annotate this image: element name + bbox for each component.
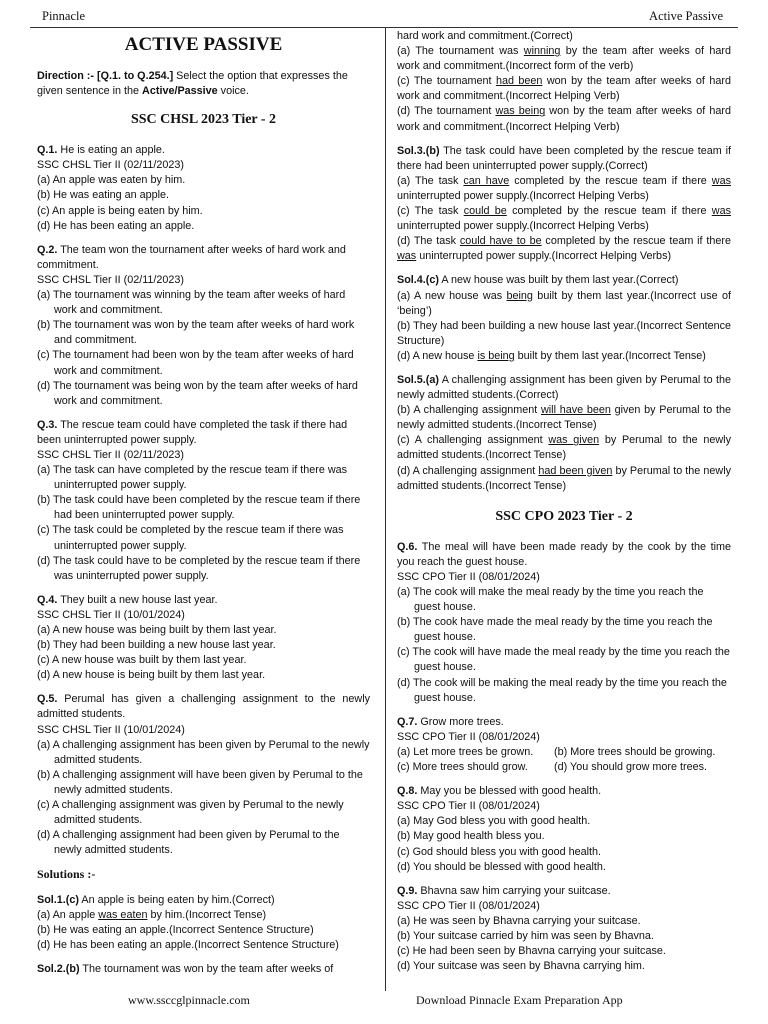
option-row xyxy=(397,745,731,760)
sol-part: by him.(Incorrect Tense) xyxy=(147,908,267,921)
option-a: (a) A challenging assignment has been given by Perumal to the newly admitted students. xyxy=(37,738,370,766)
question-6 xyxy=(397,540,731,706)
sol-part: uninterrupted power supply.(Incorrect Helping Verbs) xyxy=(397,189,649,202)
option-c: (c) More trees should grow. xyxy=(397,761,528,774)
left-column xyxy=(37,30,370,986)
option-b: (b) He was eating an apple. xyxy=(37,189,170,202)
question-number: Q.5. xyxy=(37,693,58,706)
option-a: (a) The cook will make the meal ready by the time you reach the guest house. xyxy=(397,586,704,614)
solution-2-start xyxy=(37,962,370,977)
question-8 xyxy=(397,784,731,875)
question-number: Q.3. xyxy=(37,418,58,431)
option-c: (c) The task could be completed by the rescue team if there was uninterrupted power supply. xyxy=(37,524,344,552)
sol-part: (d) The tournament xyxy=(397,105,496,118)
question-number: Q.6. xyxy=(397,540,418,553)
option-c: (c) An apple is being eaten by him. xyxy=(37,204,203,217)
solution-5 xyxy=(397,373,731,494)
section-heading-chsl: SSC CHSL 2023 Tier - 2 xyxy=(130,112,277,128)
footer-website-link[interactable]: www.ssccglpinnacle.com xyxy=(128,993,250,1007)
sol-underlined: was xyxy=(397,250,417,263)
question-4 xyxy=(37,593,370,684)
question-source: SSC CHSL Tier II (02/11/2023) xyxy=(37,448,185,461)
solution-text: A new house was built by them last year.(Correct) xyxy=(439,274,679,287)
question-text: The meal will have been made ready by the cook by the time you reach the guest house. xyxy=(397,540,731,568)
sol-option-b: (b) He was eating an apple.(Incorrect Sentence Structure) xyxy=(37,923,314,936)
option-d: (d) Your suitcase was seen by Bhavna carrying him. xyxy=(397,960,645,973)
solution-number: Sol.5.(a) xyxy=(397,373,439,386)
column-divider xyxy=(385,27,386,991)
question-source: SSC CHSL Tier II (10/01/2024) xyxy=(37,608,185,621)
option-d: (d) You should be blessed with good health. xyxy=(397,860,606,873)
question-text: They built a new house last year. xyxy=(57,593,218,606)
sol-part: by the team after weeks of hard work and commitment.(Incorrect form of the verb) xyxy=(397,45,731,73)
option-b: (b) The tournament was won by the team after weeks of hard work and commitment. xyxy=(37,319,355,347)
option-c: (c) A new house was built by them last year. xyxy=(37,654,247,667)
direction-label: Direction :- [Q.1. to Q.254.] xyxy=(37,70,174,82)
question-7 xyxy=(397,715,731,775)
question-source: SSC CPO Tier II (08/01/2024) xyxy=(397,800,540,813)
sol-part: (a) A new house was xyxy=(397,289,507,302)
sol-underlined: was being xyxy=(495,105,546,118)
sol-part: by Perumal to the newly admitted students.(Incorrect Tense) xyxy=(397,464,731,492)
sol-part: (d) The task xyxy=(397,235,460,248)
page-header xyxy=(0,0,768,30)
sol-underlined: being xyxy=(506,289,533,302)
sol-option-b: (b) They had been building a new house last year.(Incorrect Sentence Structure) xyxy=(397,319,731,347)
sol-part: (b) A challenging assignment xyxy=(397,404,541,417)
sol-underlined: could be xyxy=(463,205,507,218)
option-c: (c) God should bless you with good health. xyxy=(397,845,602,858)
sol-part: won by the team after weeks of hard work and commitment.(Incorrect Helping Verb) xyxy=(397,75,731,103)
sol-part: built by them last year.(Incorrect Tense) xyxy=(514,349,706,362)
sol-part: given by Perumal to the newly admitted students.(Incorrect Tense) xyxy=(397,404,731,432)
footer-app-promo: Download Pinnacle Exam Preparation App xyxy=(416,993,623,1007)
question-text: He is eating an apple. xyxy=(57,144,165,157)
question-5 xyxy=(37,692,370,858)
sol-part: (a) An apple xyxy=(37,908,99,921)
sol-underlined: had been given xyxy=(538,464,613,477)
option-c: (c) He had been seen by Bhavna carrying your suitcase. xyxy=(397,945,666,958)
sol-option-d: (d) He has been eating an apple.(Incorrect Sentence Structure) xyxy=(37,938,339,951)
solution-text: A challenging assignment has been given by Perumal to the newly admitted students.(Correct) xyxy=(397,373,731,402)
option-b: (b) A challenging assignment will have been given by Perumal to the newly admitted students. xyxy=(37,768,363,796)
sol-part: built by them last year.(Incorrect use of ‘being’) xyxy=(397,289,731,317)
sol-underlined: was eaten xyxy=(98,908,148,921)
option-a: (a) Let more trees be grown. xyxy=(397,745,534,758)
question-number: Q.8. xyxy=(397,785,418,798)
sol-part: completed by the rescue team if there xyxy=(541,235,731,248)
sol-underlined: was xyxy=(711,174,731,187)
sol-part: completed by the rescue team if there xyxy=(506,205,712,218)
header-divider xyxy=(30,27,738,28)
question-text: Perumal has given a challenging assignment to the newly admitted students. xyxy=(37,693,370,721)
sol-underlined: was given xyxy=(548,434,600,447)
question-text: Grow more trees. xyxy=(417,715,504,728)
solution-4 xyxy=(397,273,731,364)
option-b: (b) May good health bless you. xyxy=(397,830,545,843)
option-a: (a) The task can have completed by the rescue team if there was uninterrupted power supply. xyxy=(37,464,348,492)
option-b: (b) They had been building a new house last year. xyxy=(37,639,276,652)
question-1 xyxy=(37,143,370,234)
option-a: (a) A new house was being built by them last year. xyxy=(37,624,277,636)
sol-part: (c) The tournament xyxy=(397,75,496,88)
option-d: (d) A challenging assignment had been given by Perumal to the newly admitted students. xyxy=(37,829,340,857)
sol-underlined: was xyxy=(711,205,731,218)
sol-part: completed by the rescue team if there xyxy=(509,174,712,187)
solution-text: An apple is being eaten by him.(Correct) xyxy=(79,893,275,906)
question-source: SSC CHSL Tier II (02/11/2023) xyxy=(37,159,185,172)
option-c: (c) A challenging assignment was given by Perumal to the newly admitted students. xyxy=(37,799,344,827)
question-9 xyxy=(397,884,731,975)
solution-text: The tournament was won by the team after weeks of xyxy=(79,962,334,975)
option-row xyxy=(397,760,731,775)
sol-part: won by the team after weeks of hard work and commitment.(Incorrect Helping Verb) xyxy=(397,105,731,133)
solution-3 xyxy=(397,144,731,265)
sol-part: (a) The task xyxy=(397,174,464,187)
question-text: Bhavna saw him carrying your suitcase. xyxy=(417,884,611,897)
question-3 xyxy=(37,418,370,584)
right-column xyxy=(397,29,731,983)
direction-text xyxy=(37,69,370,99)
question-source: SSC CHSL Tier II (10/01/2024) xyxy=(37,723,185,736)
sol-part: uninterrupted power supply.(Incorrect Helping Verbs) xyxy=(416,250,672,263)
solution-text-cont: hard work and commitment.(Correct) xyxy=(397,30,573,42)
question-source: SSC CPO Tier II (08/01/2024) xyxy=(397,570,540,583)
question-number: Q.9. xyxy=(397,884,418,897)
sol-part: (c) The task xyxy=(397,205,464,218)
direction-bold: Active/Passive xyxy=(142,85,218,98)
sol-underlined: had been xyxy=(495,75,543,88)
sol-underlined: can have xyxy=(463,174,510,187)
question-text: May you be blessed with good health. xyxy=(417,785,602,798)
option-b: (b) More trees should be growing. xyxy=(554,745,716,758)
solution-text: The task could have been completed by the rescue team if there had been uninterrupted power supply.(Correct) xyxy=(397,144,731,172)
option-c: (c) The tournament had been won by the team after weeks of hard work and commitment. xyxy=(37,349,354,377)
question-text: The team won the tournament after weeks of hard work and commitment. xyxy=(37,243,346,271)
option-d: (d) The tournament was being won by the team after weeks of hard work and commitment. xyxy=(37,379,358,407)
header-brand: Pinnacle xyxy=(42,9,86,23)
option-b: (b) Your suitcase carried by him was seen by Bhavna. xyxy=(397,929,654,942)
sol-underlined: will have been xyxy=(540,404,611,417)
question-number: Q.7. xyxy=(397,715,418,728)
section-heading-cpo: SSC CPO 2023 Tier - 2 xyxy=(495,508,633,524)
direction-body: Select the option that expresses the given sentence in the xyxy=(37,70,348,98)
option-b: (b) The cook have made the meal ready by the time you reach the guest house. xyxy=(397,616,713,644)
direction-tail: voice. xyxy=(217,85,249,98)
solution-number: Sol.4.(c) xyxy=(397,274,439,287)
solution-number: Sol.2.(b) xyxy=(37,962,80,975)
option-a: (a) May God bless you with good health. xyxy=(397,815,591,828)
question-source: SSC CHSL Tier II (02/11/2023) xyxy=(37,273,185,286)
option-d: (d) He has been eating an apple. xyxy=(37,219,195,232)
option-a: (a) An apple was eaten by him. xyxy=(37,174,186,187)
question-number: Q.4. xyxy=(37,593,58,606)
option-d: (d) You should grow more trees. xyxy=(554,761,708,774)
page-title: ACTIVE PASSIVE xyxy=(124,34,283,55)
sol-underlined: winning xyxy=(523,45,561,58)
question-number: Q.1. xyxy=(37,144,58,157)
solution-2-cont xyxy=(397,29,731,135)
option-a: (a) He was seen by Bhavna carrying your suitcase. xyxy=(397,914,641,927)
option-b: (b) The task could have been completed by the rescue team if there had been uninterrupted power supply. xyxy=(37,494,361,522)
solutions-heading: Solutions :- xyxy=(37,867,96,882)
sol-part: (d) A new house xyxy=(397,349,478,362)
option-c: (c) The cook will have made the meal ready by the time you reach the guest house. xyxy=(397,646,730,674)
solution-number: Sol.3.(b) xyxy=(397,144,440,157)
option-d: (d) The cook will be making the meal ready by the time you reach the guest house. xyxy=(397,676,727,704)
solution-number: Sol.1.(c) xyxy=(37,893,79,906)
question-source: SSC CPO Tier II (08/01/2024) xyxy=(397,730,540,743)
sol-part: (d) A challenging assignment xyxy=(397,464,539,477)
solution-1 xyxy=(37,893,370,953)
sol-part: (a) The tournament was xyxy=(397,45,524,58)
sol-part: uninterrupted power supply.(Incorrect Helping Verbs) xyxy=(397,220,649,233)
option-d: (d) The task could have to be completed by the rescue team if there was uninterrupted power supply. xyxy=(37,554,361,582)
header-topic: Active Passive xyxy=(649,9,723,23)
question-number: Q.2. xyxy=(37,243,58,256)
question-2 xyxy=(37,243,370,409)
question-source: SSC CPO Tier II (08/01/2024) xyxy=(397,899,540,912)
sol-underlined: could have to be xyxy=(459,235,542,248)
sol-part: (c) A challenging assignment xyxy=(397,434,549,447)
sol-underlined: is being xyxy=(477,349,515,362)
option-d: (d) A new house is being built by them last year. xyxy=(37,669,266,682)
sol-part: by Perumal to the newly admitted students.(Incorrect Tense) xyxy=(397,434,731,462)
option-a: (a) The tournament was winning by the team after weeks of hard work and commitment. xyxy=(37,289,346,317)
question-text: The rescue team could have completed the task if there had been uninterrupted power supply. xyxy=(37,418,348,446)
